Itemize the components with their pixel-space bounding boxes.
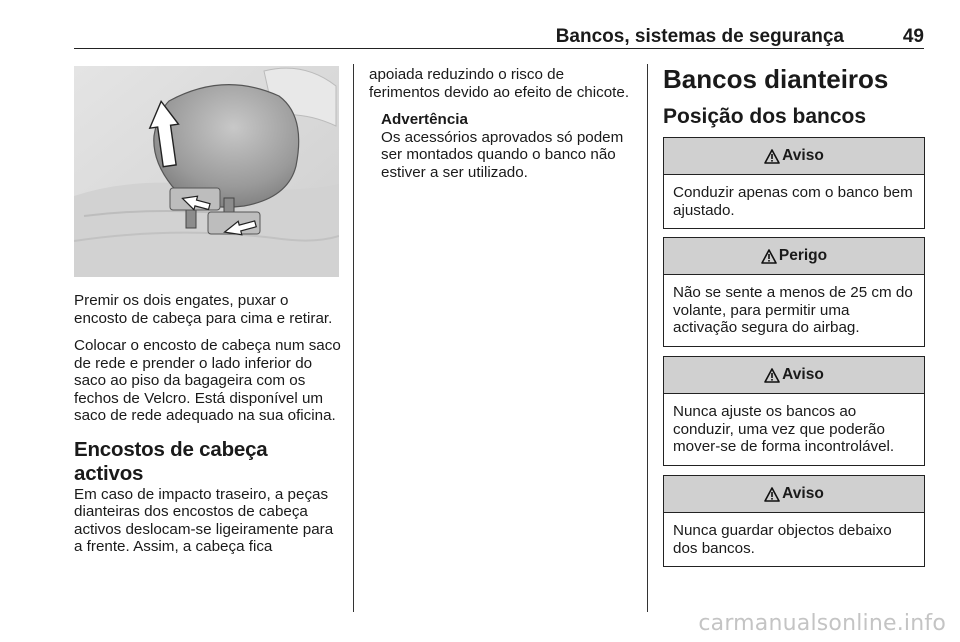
section-heading-active-headrests: Encostos de cabeça activos: [74, 437, 268, 485]
warning-box-title: Aviso: [782, 366, 824, 383]
warning-triangle-icon: [764, 149, 780, 164]
headrest-illustration: [74, 66, 339, 277]
warning-box-header: [664, 138, 924, 175]
warning-box-text: Nunca ajuste os bancos ao conduzir, uma vez que poderão mover-se de forma incontrolável.: [673, 403, 895, 455]
warning-box-title: Aviso: [782, 147, 824, 164]
warning-box-header: [664, 357, 924, 394]
column-2: [369, 66, 635, 181]
subsection-title-seat-position: Posição dos bancos: [663, 105, 867, 128]
warning-box-2: [663, 237, 925, 347]
warning-triangle-icon: [764, 368, 780, 383]
warning-box-text: Nunca guardar objectos debaixo dos bancos.: [673, 522, 892, 557]
warning-box-title: Perigo: [778, 247, 828, 264]
warning-box-3: [663, 356, 925, 466]
watermark: carmanualsonline.info: [698, 611, 946, 636]
warning-triangle-icon: [764, 487, 780, 502]
page-header: [74, 26, 924, 49]
paragraph-active-headrests: Em caso de impacto traseiro, a peças dianteiras dos encostos de cabeça activos deslocam-se ligeiramente para a frente. Assim, a cabeça fica: [74, 485, 334, 555]
warning-box-title: Aviso: [782, 485, 824, 502]
column-1: [74, 292, 342, 556]
advertencia-text: Os acessórios aprovados só podem ser montados quando o banco não estiver a ser utilizado.: [381, 128, 624, 181]
advertencia-title: Advertência: [381, 111, 468, 128]
paragraph-storage-net: Colocar o encosto de cabeça num saco de rede e prender o lado inferior do saco ao piso da bagageira com os fechos de Velcro. Está disponível um saco de rede adequado na sua oficina.: [74, 337, 341, 424]
column-3-headings: [663, 64, 925, 130]
advertencia-note: [381, 111, 635, 181]
column-divider-2: [647, 64, 648, 612]
warning-box-text: Conduzir apenas com o banco bem ajustado.: [673, 184, 913, 219]
warning-box-header: [664, 476, 924, 513]
warning-box-header: [664, 238, 924, 275]
paragraph-continuation: apoiada reduzindo o risco de ferimentos devido ao efeito de chicote.: [369, 66, 630, 101]
warning-box-text: Não se sente a menos de 25 cm do volante, para permitir uma activação segura do airbag.: [673, 284, 913, 336]
column-divider-1: [353, 64, 354, 612]
warning-box-1: [663, 137, 925, 229]
running-title: Bancos, sistemas de segurança: [555, 26, 844, 47]
page-number: 49: [902, 26, 924, 47]
warning-box-4: [663, 475, 925, 567]
paragraph-remove-headrest: Premir os dois engates, puxar o encosto de cabeça para cima e retirar.: [74, 292, 333, 327]
section-title-front-seats: Bancos dianteiros: [663, 64, 889, 94]
warning-triangle-icon: [761, 249, 777, 264]
headrest-drawing: [74, 66, 339, 277]
